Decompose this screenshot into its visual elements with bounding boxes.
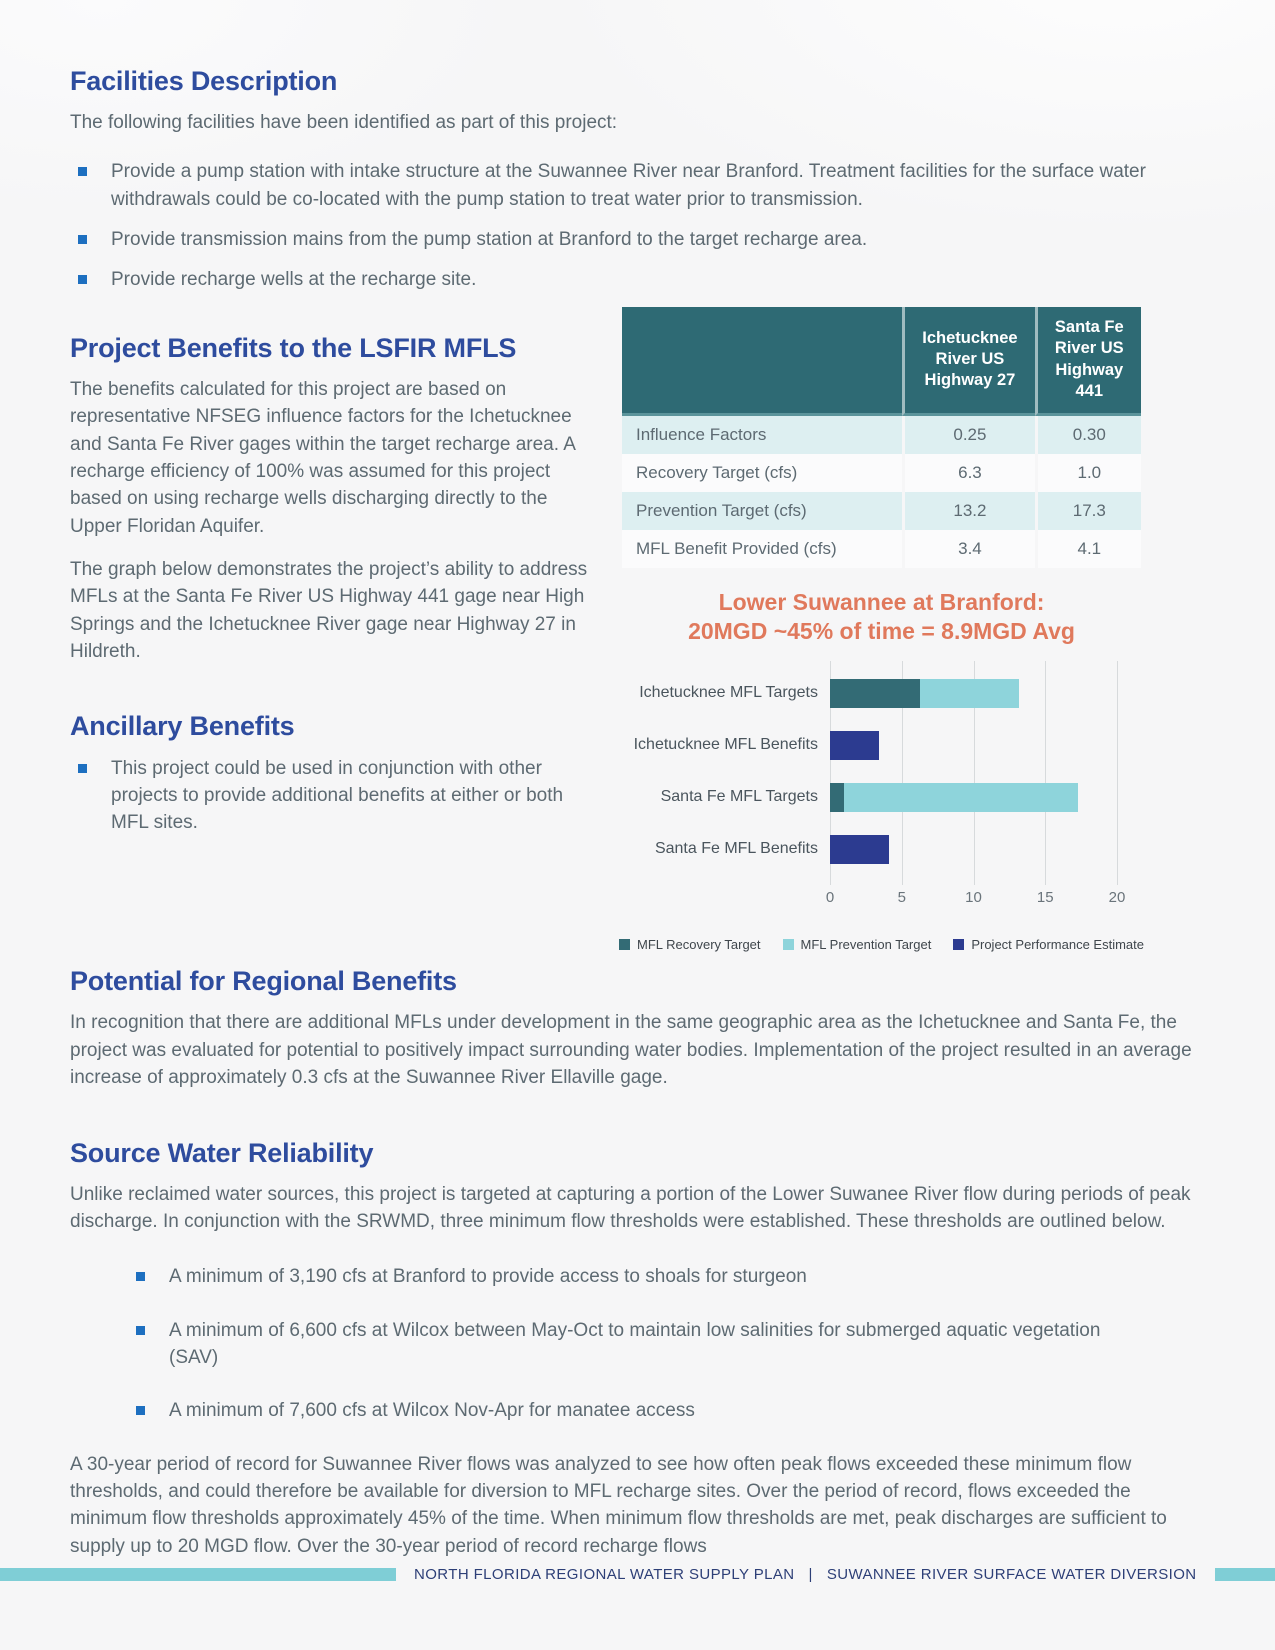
table-header-row bbox=[622, 307, 1141, 416]
bullet-square-icon bbox=[78, 235, 87, 244]
bar-row bbox=[622, 823, 1141, 875]
bar-row bbox=[622, 719, 1141, 771]
bullet-square-icon bbox=[136, 1406, 145, 1415]
ancillary-bullet-1 bbox=[70, 755, 598, 837]
chart-category-label: Santa Fe MFL Benefits bbox=[654, 840, 818, 858]
bar-segment bbox=[830, 679, 920, 708]
bullet-text: Provide transmission mains from the pump station at Branford to the target recharge area. bbox=[111, 229, 868, 251]
value-cell: 0.25 bbox=[902, 416, 1034, 454]
chart-legend bbox=[622, 937, 1145, 953]
bullet-square-icon bbox=[136, 1326, 145, 1335]
value-cell: 1.0 bbox=[1035, 454, 1141, 492]
chart-category-label: Santa Fe MFL Targets bbox=[660, 788, 818, 806]
chart-title-line-2: 20MGD ~45% of time = 8.9MGD Avg bbox=[688, 618, 1075, 645]
facilities-title: Facilities Description bbox=[70, 66, 338, 96]
bar-track bbox=[830, 783, 1117, 812]
two-column-band bbox=[70, 307, 1205, 953]
bullet-text: A minimum of 3,190 cfs at Branford to provide access to shoals for sturgeon bbox=[169, 1266, 807, 1288]
bar-track bbox=[830, 835, 1117, 864]
project-benefits-title: Project Benefits to the LSFIR MFLS bbox=[70, 332, 517, 363]
legend-swatch-icon bbox=[783, 939, 794, 950]
chart-category-label: Ichetucknee MFL Benefits bbox=[633, 736, 818, 754]
project-benefits-paragraph-1: The benefits calculated for this project are based on representative NFSEG influence factors for the Ichetucknee and Santa Fe River gages within the target recharge area. A recharge efficiency of 100% was assumed for this project based on using recharge wells discharging directly to the Upper Floridan Aquifer. bbox=[70, 378, 575, 537]
tick-label: 15 bbox=[1036, 889, 1054, 907]
right-column bbox=[622, 307, 1145, 953]
bullet-square-icon bbox=[78, 275, 87, 284]
chart-plot-area bbox=[622, 661, 1141, 885]
facilities-intro: The following facilities have been identified as part of this project: bbox=[70, 112, 618, 134]
bar-row bbox=[622, 771, 1141, 823]
table-header-ichetucknee: Ichetucknee River US Highway 27 bbox=[902, 307, 1034, 416]
legend-label: MFL Prevention Target bbox=[800, 937, 932, 953]
row-label: Recovery Target (cfs) bbox=[622, 454, 902, 492]
bullet-text: Provide recharge wells at the recharge site. bbox=[111, 269, 477, 291]
source-water-title: Source Water Reliability bbox=[70, 1137, 374, 1168]
bar-segment bbox=[830, 731, 879, 760]
legend-item bbox=[783, 937, 932, 952]
row-label: Prevention Target (cfs) bbox=[622, 492, 902, 530]
threshold-bullet-1 bbox=[70, 1263, 1205, 1290]
footer-text bbox=[396, 1566, 1215, 1583]
left-column bbox=[70, 307, 598, 953]
bullet-text: This project could be used in conjunction with other projects to provide additional benefits at either or both MFL sites. bbox=[111, 757, 564, 834]
footer-bar-left bbox=[0, 1568, 396, 1581]
page-footer bbox=[0, 1561, 1275, 1587]
legend-item bbox=[953, 937, 1144, 952]
chart-x-axis-ticks bbox=[825, 887, 1126, 907]
table-row bbox=[622, 454, 1141, 492]
row-label: Influence Factors bbox=[622, 416, 902, 454]
threshold-bullet-list bbox=[70, 1263, 1205, 1424]
bullet-text: A minimum of 7,600 cfs at Wilcox Nov-Apr for manatee access bbox=[169, 1400, 695, 1422]
chart-rows bbox=[622, 667, 1141, 875]
tick-label: 20 bbox=[1108, 889, 1126, 907]
footer-plan-name: NORTH FLORIDA REGIONAL WATER SUPPLY PLAN bbox=[414, 1565, 795, 1583]
table-row bbox=[622, 530, 1141, 568]
regional-benefits-section bbox=[70, 966, 1205, 1091]
footer-bar-right bbox=[1215, 1568, 1275, 1581]
bullet-text: A minimum of 6,600 cfs at Wilcox between May-Oct to maintain low salinities for submerged aquatic vegetation (SAV) bbox=[169, 1319, 1101, 1368]
bullet-text: Provide a pump station with intake structure at the Suwannee River near Branford. Treatment facilities for the surface water withdrawals could be co-located with the pump station to treat water prior to transmission. bbox=[111, 161, 1146, 210]
table-row bbox=[622, 492, 1141, 530]
row-label: MFL Benefit Provided (cfs) bbox=[622, 530, 902, 568]
regional-title: Potential for Regional Benefits bbox=[70, 966, 457, 997]
threshold-bullet-2 bbox=[70, 1317, 1205, 1372]
value-cell: 13.2 bbox=[902, 492, 1034, 530]
source-water-paragraph: Unlike reclaimed water sources, this project is targeted at capturing a portion of the Lower Suwanee River flow during periods of peak discharge. In conjunction with the SRWMD, three minimum flow thresholds were established. These thresholds are outlined below. bbox=[70, 1183, 1191, 1232]
mfl-benefits-table bbox=[622, 307, 1141, 568]
source-water-section bbox=[70, 1138, 1205, 1561]
legend-label: MFL Recovery Target bbox=[636, 937, 761, 953]
table-row bbox=[622, 416, 1141, 454]
bar-segment bbox=[830, 783, 844, 812]
facilities-section bbox=[70, 66, 1205, 294]
table-corner-cell bbox=[622, 307, 902, 416]
facilities-bullet-3 bbox=[70, 266, 1205, 293]
tick-label: 5 bbox=[897, 889, 906, 907]
closing-paragraph: A 30-year period of record for Suwannee River flows was analyzed to see how often peak flows exceeded these minimum flow thresholds, and could therefore be available for diversion to MFL recharge sites. Over the period of record, flows exceeded the minimum flow thresholds approximately 45% of the time. When minimum flow thresholds are met, peak discharges are sufficient to supply up to 20 MGD flow. Over the 30-year period of record recharge flows bbox=[70, 1453, 1167, 1557]
bar-track bbox=[830, 731, 1117, 760]
chart-category-label: Ichetucknee MFL Targets bbox=[639, 684, 818, 702]
footer-project-name: SUWANNEE RIVER SURFACE WATER DIVERSION bbox=[826, 1565, 1197, 1583]
tick-label: 0 bbox=[825, 889, 835, 907]
bar-segment bbox=[830, 835, 889, 864]
bullet-square-icon bbox=[136, 1272, 145, 1281]
bar-row bbox=[622, 667, 1141, 719]
table-header-santa-fe: Santa Fe River US Highway 441 bbox=[1035, 307, 1141, 416]
value-cell: 4.1 bbox=[1035, 530, 1141, 568]
tick-label: 10 bbox=[965, 889, 982, 907]
value-cell: 0.30 bbox=[1035, 416, 1141, 454]
value-cell: 6.3 bbox=[902, 454, 1034, 492]
mfl-bar-chart bbox=[622, 588, 1145, 953]
bullet-square-icon bbox=[78, 764, 87, 773]
threshold-bullet-3 bbox=[70, 1397, 1205, 1424]
value-cell: 17.3 bbox=[1035, 492, 1141, 530]
facilities-bullet-2 bbox=[70, 226, 1205, 253]
project-benefits-paragraph-2: The graph below demonstrates the project’s ability to address MFLs at the Santa Fe River US Highway 441 gage near High Springs and the Ichetucknee River gage near Highway 27 in Hildreth. bbox=[70, 559, 588, 663]
value-cell: 3.4 bbox=[902, 530, 1034, 568]
bar-segment bbox=[844, 783, 1078, 812]
bar-segment bbox=[920, 679, 1019, 708]
facilities-bullet-1 bbox=[70, 158, 1205, 213]
chart-title bbox=[622, 588, 1141, 648]
ancillary-title: Ancillary Benefits bbox=[70, 711, 295, 742]
bullet-square-icon bbox=[78, 167, 87, 176]
legend-label: Project Performance Estimate bbox=[971, 937, 1145, 953]
chart-title-line-1: Lower Suwannee at Branford: bbox=[718, 588, 1045, 615]
bar-track bbox=[830, 679, 1117, 708]
legend-swatch-icon bbox=[619, 939, 630, 950]
legend-item bbox=[619, 937, 761, 952]
regional-paragraph: In recognition that there are additional MFLs under development in the same geographic area as the Ichetucknee and Santa Fe, the project was evaluated for potential to positively impact surrounding water bodies. Implementation of the project resulted in an average increase of approximately 0.3 cfs at the Suwannee River Ellaville gage. bbox=[70, 1012, 1192, 1089]
footer-separator: | bbox=[808, 1565, 813, 1583]
legend-swatch-icon bbox=[953, 939, 964, 950]
